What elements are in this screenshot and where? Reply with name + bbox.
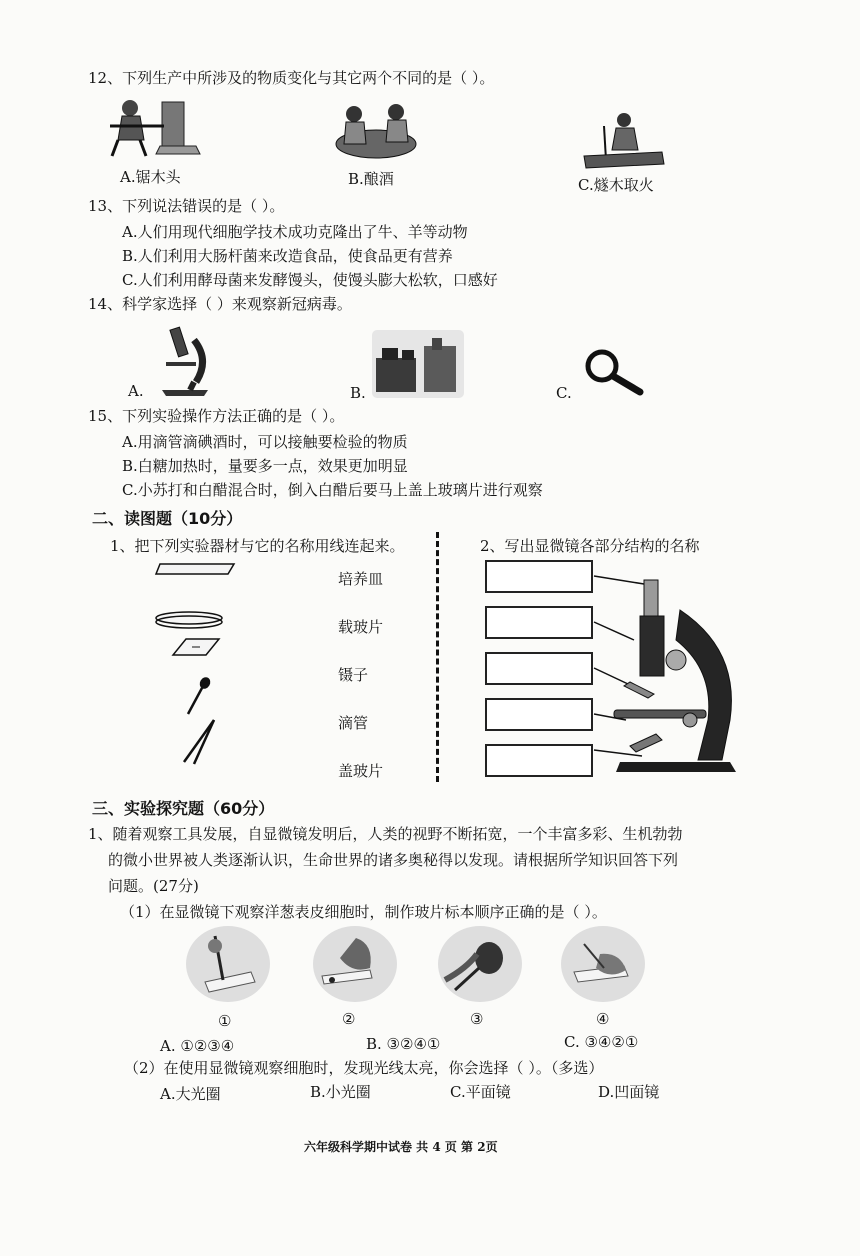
section3-q1-line3: 问题。(27分) (108, 877, 199, 895)
slide-prep-step-1-image (185, 924, 271, 1004)
q12-option-a: A.锯木头 (120, 168, 181, 186)
q14-option-c-label: C. (556, 384, 572, 402)
q12-option-b: B.酿酒 (348, 170, 394, 188)
electron-microscope-icon (372, 330, 464, 398)
cover-slip-icon (172, 638, 220, 656)
apparatus-name-5: 盖玻片 (338, 762, 384, 780)
section3-q1-line2: 的微小世界被人类逐渐认识，生命世界的诸多奥秘得以发现。请根据所学知识回答下列 (108, 851, 679, 869)
sub2-option-a: A.大光圈 (160, 1085, 221, 1103)
sub2-option-d: D.凹面镜 (598, 1083, 660, 1101)
q14-option-a-label: A. (128, 382, 144, 400)
microscope-label-box-1[interactable] (485, 560, 593, 593)
q15-option-c: C.小苏打和白醋混合时，倒入白醋后要马上盖上玻璃片进行观察 (122, 481, 543, 499)
page-footer: 六年级科学期中试卷 共 4 页 第 2页 (304, 1140, 498, 1154)
section3-sub1: （1）在显微镜下观察洋葱表皮细胞时，制作玻片标本顺序正确的是（ ）。 (120, 903, 607, 921)
microscope-label-box-2[interactable] (485, 606, 593, 639)
sub2-option-c: C.平面镜 (450, 1083, 511, 1101)
q13-option-a: A.人们用现代细胞学技术成功克隆出了牛、羊等动物 (122, 223, 468, 241)
q13-option-c: C.人们利用酵母菌来发酵馒头，使馒头膨大松软，口感好 (122, 271, 498, 289)
section3-title: 三、实验探究题（60分） (92, 799, 275, 818)
optical-microscope-icon (156, 326, 216, 398)
slide-prep-step-2-image (312, 924, 398, 1004)
slide-prep-step-3-image (437, 924, 523, 1004)
section2-divider (436, 532, 439, 782)
step-label-4: ④ (596, 1010, 610, 1028)
sub1-option-a: A. ①②③④ (160, 1037, 235, 1055)
glass-slide-icon (156, 562, 236, 576)
q13-stem: 13、下列说法错误的是（ ）。 (88, 197, 285, 215)
slide-prep-step-4-image (560, 924, 646, 1004)
q14-option-b-label: B. (350, 384, 366, 402)
petri-dish-icon (154, 610, 224, 630)
q15-option-b: B.白糖加热时，量要多一点，效果更加明显 (122, 457, 408, 475)
drilling-fire-illustration (576, 112, 668, 170)
q15-stem: 15、下列实验操作方法正确的是（ ）。 (88, 407, 345, 425)
apparatus-name-2: 载玻片 (338, 618, 384, 636)
sub2-option-b: B.小光圈 (310, 1083, 371, 1101)
brewing-wine-illustration (330, 100, 422, 162)
microscope-label-box-3[interactable] (485, 652, 593, 685)
apparatus-name-4: 滴管 (338, 714, 369, 732)
section2-q1: 1、把下列实验器材与它的名称用线连起来。 (110, 537, 405, 555)
apparatus-name-1: 培养皿 (338, 570, 384, 588)
pointer-lines (594, 576, 644, 756)
microscope-label-box-4[interactable] (485, 698, 593, 731)
microscope-diagram (590, 570, 740, 780)
step-label-1: ① (218, 1012, 232, 1030)
q14-stem: 14、科学家选择（ ）来观察新冠病毒。 (88, 295, 352, 313)
sawing-wood-illustration (100, 96, 212, 160)
magnifying-glass-icon (582, 346, 646, 398)
sub1-option-b: B. ③②④① (366, 1035, 441, 1053)
apparatus-name-3: 镊子 (338, 666, 369, 684)
dropper-icon (184, 676, 212, 716)
q15-option-a: A.用滴管滴碘酒时，可以接触要检验的物质 (122, 433, 408, 451)
tweezers-icon (180, 718, 220, 766)
step-label-2: ② (342, 1010, 356, 1028)
q12-stem: 12、下列生产中所涉及的物质变化与其它两个不同的是（ ）。 (88, 69, 495, 87)
q12-option-c: C.燧木取火 (578, 176, 654, 194)
q13-option-b: B.人们利用大肠杆菌来改造食品，使食品更有营养 (122, 247, 453, 265)
section2-title: 二、读图题（10分） (92, 509, 243, 528)
section3-sub2: （2）在使用显微镜观察细胞时，发现光线太亮，你会选择（ ）。（多选） (124, 1059, 604, 1077)
microscope-label-box-5[interactable] (485, 744, 593, 777)
section2-q2: 2、写出显微镜各部分结构的名称 (480, 537, 700, 555)
sub1-option-c: C. ③④②① (564, 1033, 639, 1051)
step-label-3: ③ (470, 1010, 484, 1028)
section3-q1-line1: 1、随着观察工具发展，自显微镜发明后，人类的视野不断拓宽，一个丰富多彩、生机勃勃 (88, 825, 683, 843)
